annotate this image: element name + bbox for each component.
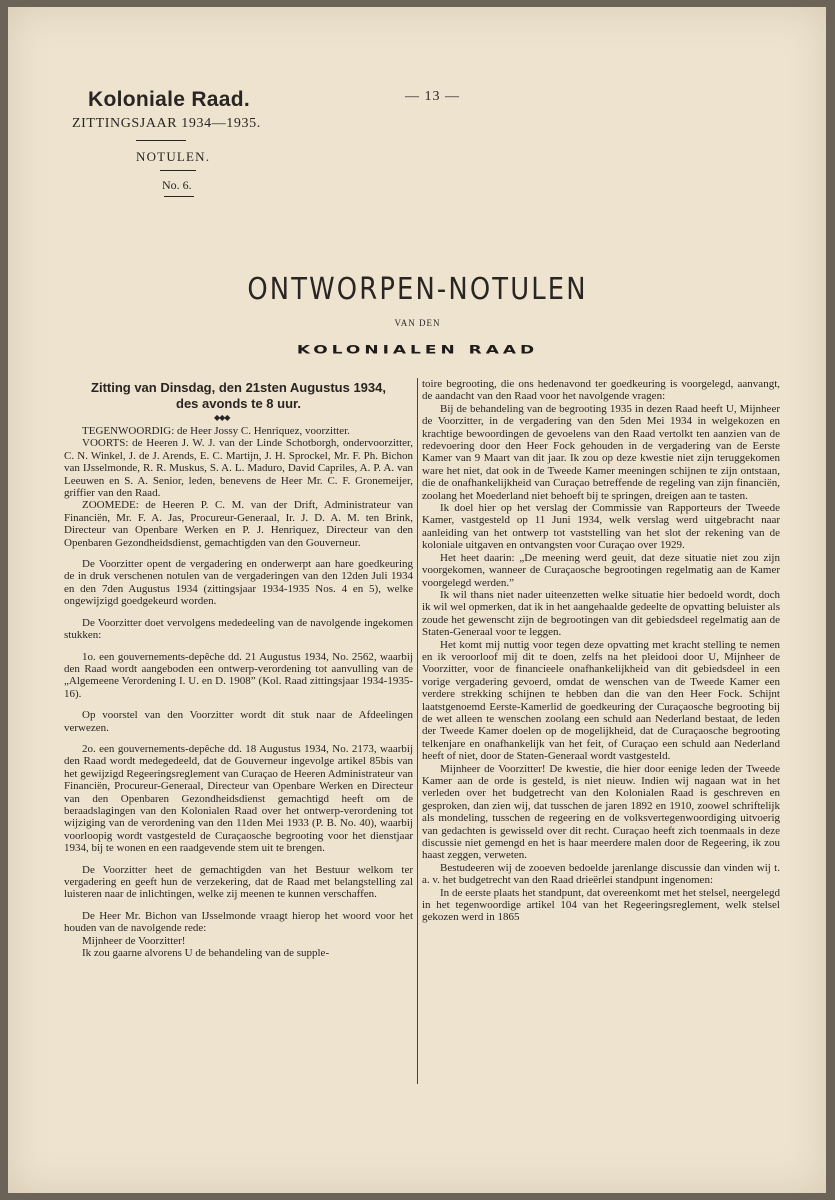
attendance-present: TEGENWOORDIG: de Heer Jossy C. Henriquez, voorzitter. — [82, 425, 350, 437]
notulen-label: NOTULEN. — [136, 149, 211, 164]
main-title: ONTWORPEN-NOTULEN — [247, 272, 588, 307]
paragraph: 2o. een gouvernements-depêche dd. 18 Augustus 1934, No. 2173, waarbij den Raad wordt medegedeeld, dat de Gouverneur ingevolge artikel 85bis van het gewijzigd Regeeringsreglement van Curaçao de Heeren Administrateur van Financiën, Procureur-Generaal, Directeur van Openbare Werken en Directeur van den Openbaren Gezondheidsdienst gemachtigd heeft om de beraadslagingen van den Kolonialen Raad over het ontwerp-verordening tot wijziging van de verordening van den 11den Mei 1933 (P. B. No. 40), waarbij voorloopig wordt vastgesteld de Curaçaosche begrooting voor het dienstjaar 1934, bij te wonen en een raadgevende stem uit te brengen. — [64, 742, 413, 855]
session-heading-line1: Zitting van Dinsdag, den 21sten Augustus 1934, — [91, 380, 386, 395]
paragraph: Het heet daarin: „De meening werd geuit, dat deze situatie niet zou zijn voorgekomen, wanneer de Curaçaosche begrootingen regelmatig aan de Kamer voorgelegd werden.” — [422, 551, 780, 589]
van-den-label: VAN DEN — [394, 318, 441, 328]
session-heading-line2: des avonds te 8 uur. — [176, 396, 301, 411]
salutation: Mijnheer de Voorzitter! — [82, 934, 186, 947]
text-column-right — [422, 378, 780, 924]
paragraph: Bij de behandeling van de begrooting 1935 in dezen Raad heeft U, Mijnheer de Voorzitter, in de vergadering van den 5den Mei 1934 in welgekozen en krachtige bewoordingen de gevoelens van den Raad vertolkt ten aanzien van de redevoering door den Heer Fock gehouden in de vergadering van de Eerste Kamer van 9 Maart van dit jaar. Ik zou op deze kwestie niet zijn teruggekomen ware het niet, dat ook in de Tweede Kamer meeningen schijnen te zijn ontstaan, die de onafhankelijkheid van Curaçao betreffende de regeling van zijn financiën, zoolang het Moederland niet behoeft bij te springen, dreigen aan te tasten. — [422, 402, 780, 502]
paragraph: De Voorzitter heet de gemachtigden van het Bestuur welkom ter vergadering en geeft hun de verzekering, dat de Raad met belangstelling zal luisteren naar de inlichtingen, welke zij meenen te kunnen verschaffen. — [64, 863, 413, 901]
paragraph: De Voorzitter opent de vergadering en onderwerpt aan hare goedkeuring de in druk verschenen notulen van de vergaderingen van den 12den Juli 1934 en den 7den Augustus 1934 (zittingsjaar 1934-1935 Nos. 4 en 5), welke ongewijzigd goedgekeurd worden. — [64, 558, 413, 608]
paragraph: Mijnheer de Voorzitter! De kwestie, die hier door eenige leden der Tweede Kamer aan de orde is gesteld, is niet nieuw. Indien wij nagaan wat in het verleden over het budgetrecht van den Kolonialen Raad is geschreven en gesproken, dan zien wij, dat tusschen de jaren 1892 en 1910, zoowel schriftelijk als mondeling, tusschen de regeering en de volksvertegenwoordiging uitvoerig van gedachten is gewisseld over dit recht. Curaçao heeft zich toenmaals in deze discussie niet gemengd en het is haar meerdere malen door de Regeering, ik zou haast zeggen, verweten. — [422, 762, 780, 862]
column-divider — [417, 378, 418, 1084]
paragraph: 1o. een gouvernements-depêche dd. 21 Augustus 1934, No. 2562, waarbij den Raad wordt aangeboden een ontwerp-verordening tot aanvulling van de „Algemeene Verordening I. U. en D. 1908” (Kol. Raad zittingsjaar 1934-1935-16). — [64, 650, 413, 700]
document-number: No. 6. — [162, 178, 192, 192]
attendance-officials: ZOOMEDE: de Heeren P. C. M. van der Drift, Administrateur van Financiën, Mr. F. A. Jas, Procureur-Generaal, Ir. J. D. A. M. ten Brink, Directeur van Openbare Werken en P. J. Henriquez, Directeur van den Openbaren Gezondheidsdienst, gemachtigden van den Gouverneur. — [64, 499, 413, 549]
header-rule-middle — [160, 170, 196, 171]
page-number: — 13 — — [405, 89, 460, 104]
header-rule-bottom — [164, 196, 194, 197]
paragraph: Op voorstel van den Voorzitter wordt dit stuk naar de Afdeelingen verwezen. — [64, 709, 413, 734]
paragraph: Ik zou gaarne alvorens U de behandeling van de supple- — [82, 947, 330, 960]
paragraph: De Voorzitter doet vervolgens mededeeling van de navolgende ingekomen stukken: — [64, 616, 413, 642]
ornament-divider: ◆◆◆ — [214, 413, 230, 422]
paragraph: Ik wil thans niet nader uiteenzetten welke situatie hier bedoeld wordt, doch ik wil wel opmerken, dat ik in het aangehaalde gedeelte de opvatting beluister als zoude het gewenscht zijn de begrootingen van dit gebiedsdeel regelmatig aan de Staten-Generaal voor te leggen. — [422, 588, 780, 639]
session-year: ZITTINGSJAAR 1934—1935. — [72, 116, 261, 131]
paragraph: toire begrooting, die ons hedenavond ter goedkeuring is voorgelegd, aanvangt, de aandacht van den Raad voor het navolgende vragen: — [422, 378, 780, 403]
text-column-left — [64, 425, 413, 959]
council-title: Koloniale Raad. — [88, 88, 251, 111]
council-name-banner: KOLONIALEN RAAD — [296, 343, 539, 357]
header-rule-top — [136, 140, 186, 141]
attendance-members: VOORTS: de Heeren J. W. J. van der Linde Schotborgh, ondervoorzitter, C. N. Winkel, J. de J. Arends, E. C. Martijn, J. H. Sprockel, Mr. F. Ph. Bichon van IJsselmonde, R. R. Muskus, S. A. L. Maduro, David Capriles, A. P. A. van Leeuwen en S. A. Senior, leden, benevens de Heer Mr. C. F. Gronemeijer, griffier van den Raad. — [64, 437, 413, 500]
paragraph: Ik doel hier op het verslag der Commissie van Rapporteurs der Tweede Kamer, vastgesteld op 11 Juni 1934, welk verslag werd uitgebracht naar aanleiding van het ontwerp tot vaststelling van het slot der rekening van de koloniale uitgaven en ontvangsten voor Curaçao over 1929. — [422, 502, 780, 552]
paragraph: In de eerste plaats het standpunt, dat overeenkomt met het stelsel, neergelegd in het tegenwoordige artikel 104 van het Regeeringsreglement, welk stelsel gekozen werd in 1865 — [422, 886, 780, 924]
paragraph: Het komt mij nuttig voor tegen deze opvatting met kracht stelling te nemen en ik veroorloof mij dit te doen, zelfs na het pleidooi door U, Mijnheer de Voorzitter, voor de financieele onafhankelijkheid van dit gebiedsdeel in een vorige vergadering gevoerd, omdat de wenschen van de Tweede Kamer een verdere strekking schijnen te hebben dan die van den Heer Fock. Schijnt laatstgenoemd Eerste-Kamerlid de goedkeuring der Curaçaosche begrooting bij de wet alleen te wenschen zoolang een schuld aan Nederland bestaat, de leden der Tweede Kamer doelen op de mogelijkheid, dat de Curaçaosche begrooting telkenjare en onafhankelijk van het feit, of Curaçao een schuld aan Nederland heeft of niet, door de Staten-Generaal wordt vastgesteld. — [422, 638, 780, 763]
session-heading — [64, 380, 413, 412]
paragraph: Bestudeeren wij de zooeven bedoelde jarenlange discussie dan vinden wij t. a. v. het budgetrecht van den Raad drieërlei standpunt ingenomen: — [422, 861, 780, 887]
paragraph: De Heer Mr. Bichon van IJsselmonde vraagt hierop het woord voor het houden van de navolgende rede: — [64, 909, 413, 935]
